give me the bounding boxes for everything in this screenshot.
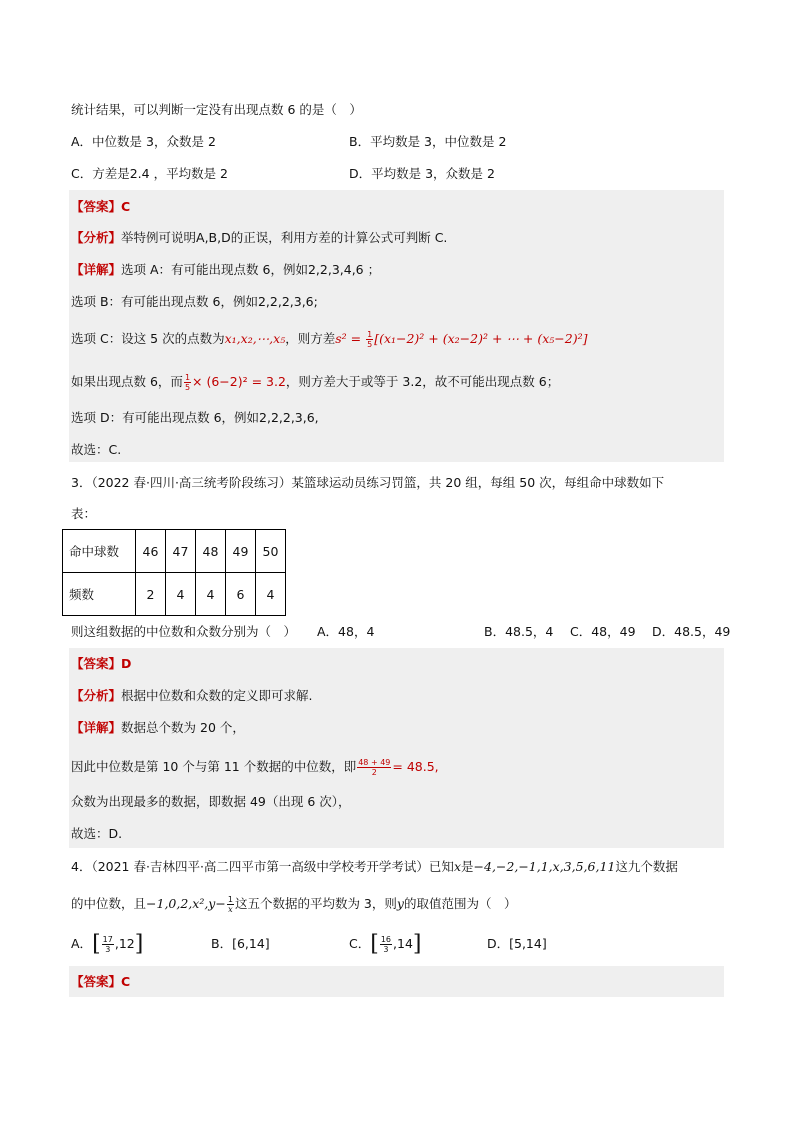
table-cell: 46 xyxy=(136,530,166,573)
q2-answer-line xyxy=(71,198,130,216)
q3-detail-line-1 xyxy=(71,719,245,737)
table-cell: 47 xyxy=(166,530,196,573)
q3-answer-line xyxy=(71,655,131,673)
fraction-one-fifth: $\frac{1}{5}$ xyxy=(367,330,373,349)
q3-option-b: B．48.5，4 xyxy=(484,624,554,639)
q4-solution-box xyxy=(69,966,724,997)
q3-option-c: C．48，49 xyxy=(570,624,636,639)
q4-option-c: C．[ $\frac{16}{3}$ ,14] xyxy=(349,931,422,957)
fraction-one-over-x: $\frac{1}{x}$ xyxy=(227,895,233,914)
q2-option-a: A．中位数是 3，众数是 2 xyxy=(71,134,216,149)
q2-stem-tail: 统计结果，可以判断一定没有出现点数 6 的是（ ） xyxy=(71,102,362,117)
q3-stem-line-2: 表： xyxy=(71,506,97,521)
analysis-text: 举特例可说明A,B,D的正误，利用方差的计算公式可判断 C. xyxy=(121,230,448,245)
q3-option-d: D．48.5，49 xyxy=(652,624,731,639)
q4-answer-line xyxy=(71,973,130,991)
answer-tag: 【答案】 xyxy=(71,974,122,989)
table-cell: 6 xyxy=(226,573,256,616)
table-cell: 2 xyxy=(136,573,166,616)
table-row xyxy=(63,530,286,573)
q3-question: 则这组数据的中位数和众数分别为（ ） xyxy=(71,624,297,639)
q2-option-b: B．平均数是 3，中位数是 2 xyxy=(349,134,507,149)
q2-detail-line-4: 如果出现点数 6，而 $\frac{1}{5}$ × (6−2)² = 3.2，则方差大于或等于 3.2，故不可能出现点数 6； xyxy=(71,373,560,392)
fraction-one-fifth: $\frac{1}{5}$ xyxy=(184,373,191,392)
frequency-table xyxy=(62,529,286,616)
q3-analysis-line xyxy=(71,687,313,705)
q2-analysis-line xyxy=(71,229,447,247)
answer-tag: 【答案】 xyxy=(71,199,122,214)
q3-detail-line-3: 众数为出现最多的数据，即数据 49（出现 6 次）， xyxy=(71,794,351,809)
variance-formula-rhs: [(x₁−2)² + (x₂−2)² + ⋯ + (x₅−2)²] xyxy=(374,331,588,346)
q4-stem-line-1: 4．（2021 春·吉林四平·高二四平市第一高级中学校考开学考试）已知x是−4,−2,−1,1,x,3,5,6,11这九个数据 xyxy=(71,859,678,874)
median-fraction: $\frac{48 + 49}{2}$ xyxy=(358,758,391,777)
detail-tag: 【详解】 xyxy=(71,720,122,735)
q3-stem-line-1: 3．（2022 春·四川·高三统考阶段练习）某篮球运动员练习罚篮，共 20 组，每组 50 次，每组命中球数如下 xyxy=(71,475,665,490)
table-cell: 命中球数 xyxy=(63,530,136,573)
q4-option-a: A．[ $\frac{17}{3}$ ,12] xyxy=(71,931,144,957)
q3-option-a: A．48，4 xyxy=(317,624,375,639)
q3-conclusion: 故选：D. xyxy=(71,826,123,841)
table-cell: 49 xyxy=(226,530,256,573)
table-cell: 频数 xyxy=(63,573,136,616)
table-cell: 50 xyxy=(256,530,286,573)
q2-option-d: D．平均数是 3，众数是 2 xyxy=(349,166,495,181)
q4-option-d: D．[5,14] xyxy=(487,936,547,951)
table-cell: 4 xyxy=(196,573,226,616)
q2-option-c: C．方差是2.4 ，平均数是 2 xyxy=(71,166,229,181)
answer-value: D xyxy=(121,656,132,671)
variable-list: x₁,x₂,⋯,x₅ xyxy=(224,331,286,346)
q2-detail-line-2: 选项 B：有可能出现点数 6，例如2,2,2,3,6; xyxy=(71,294,318,309)
q4-option-b: B．[6,14] xyxy=(211,936,270,951)
analysis-text: 根据中位数和众数的定义即可求解. xyxy=(121,688,313,703)
answer-value: C xyxy=(121,199,131,214)
table-row xyxy=(63,573,286,616)
answer-value: C xyxy=(121,974,131,989)
q2-detail-line-5: 选项 D：有可能出现点数 6，例如2,2,2,3,6, xyxy=(71,410,319,425)
answer-tag: 【答案】 xyxy=(71,656,122,671)
detail-text: 选项 A：有可能出现点数 6，例如2,2,3,4,6 ； xyxy=(121,262,381,277)
table-cell: 4 xyxy=(256,573,286,616)
table-cell: 4 xyxy=(166,573,196,616)
variance-formula-lhs: s² = xyxy=(335,331,366,346)
data-set-five: −1,0,2,x²,y− xyxy=(146,896,226,911)
table-cell: 48 xyxy=(196,530,226,573)
q3-detail-line-2: 因此中位数是第 10 个与第 11 个数据的中位数，即 $\frac{48 + 49}{2}$ = 48.5, xyxy=(71,758,439,777)
detail-tag: 【详解】 xyxy=(71,262,122,277)
analysis-tag: 【分析】 xyxy=(71,230,122,245)
q3-solution-box xyxy=(69,648,724,848)
analysis-tag: 【分析】 xyxy=(71,688,122,703)
data-set-nine: −4,−2,−1,1,x,3,5,6,11 xyxy=(473,859,616,874)
q4-stem-line-2: 的中位数，且−1,0,2,x²,y− $\frac{1}{x}$ 这五个数据的平均数为 3，则y的取值范围为（ ） xyxy=(71,895,517,914)
q2-detail-line-3: 选项 C：设这 5 次的点数为x₁,x₂,⋯,x₅，则方差s² = $\frac{1}{5}$ [(x₁−2)² + (x₂−2)² + ⋯ + (x₅−2)²] xyxy=(71,330,588,349)
q2-conclusion: 故选：C. xyxy=(71,442,122,457)
q2-detail-line-1 xyxy=(71,261,380,279)
detail-text: 数据总个数为 20 个， xyxy=(121,720,245,735)
median-value: = 48.5, xyxy=(392,759,439,774)
variance-expression: × (6−2)² = 3.2 xyxy=(192,374,286,389)
